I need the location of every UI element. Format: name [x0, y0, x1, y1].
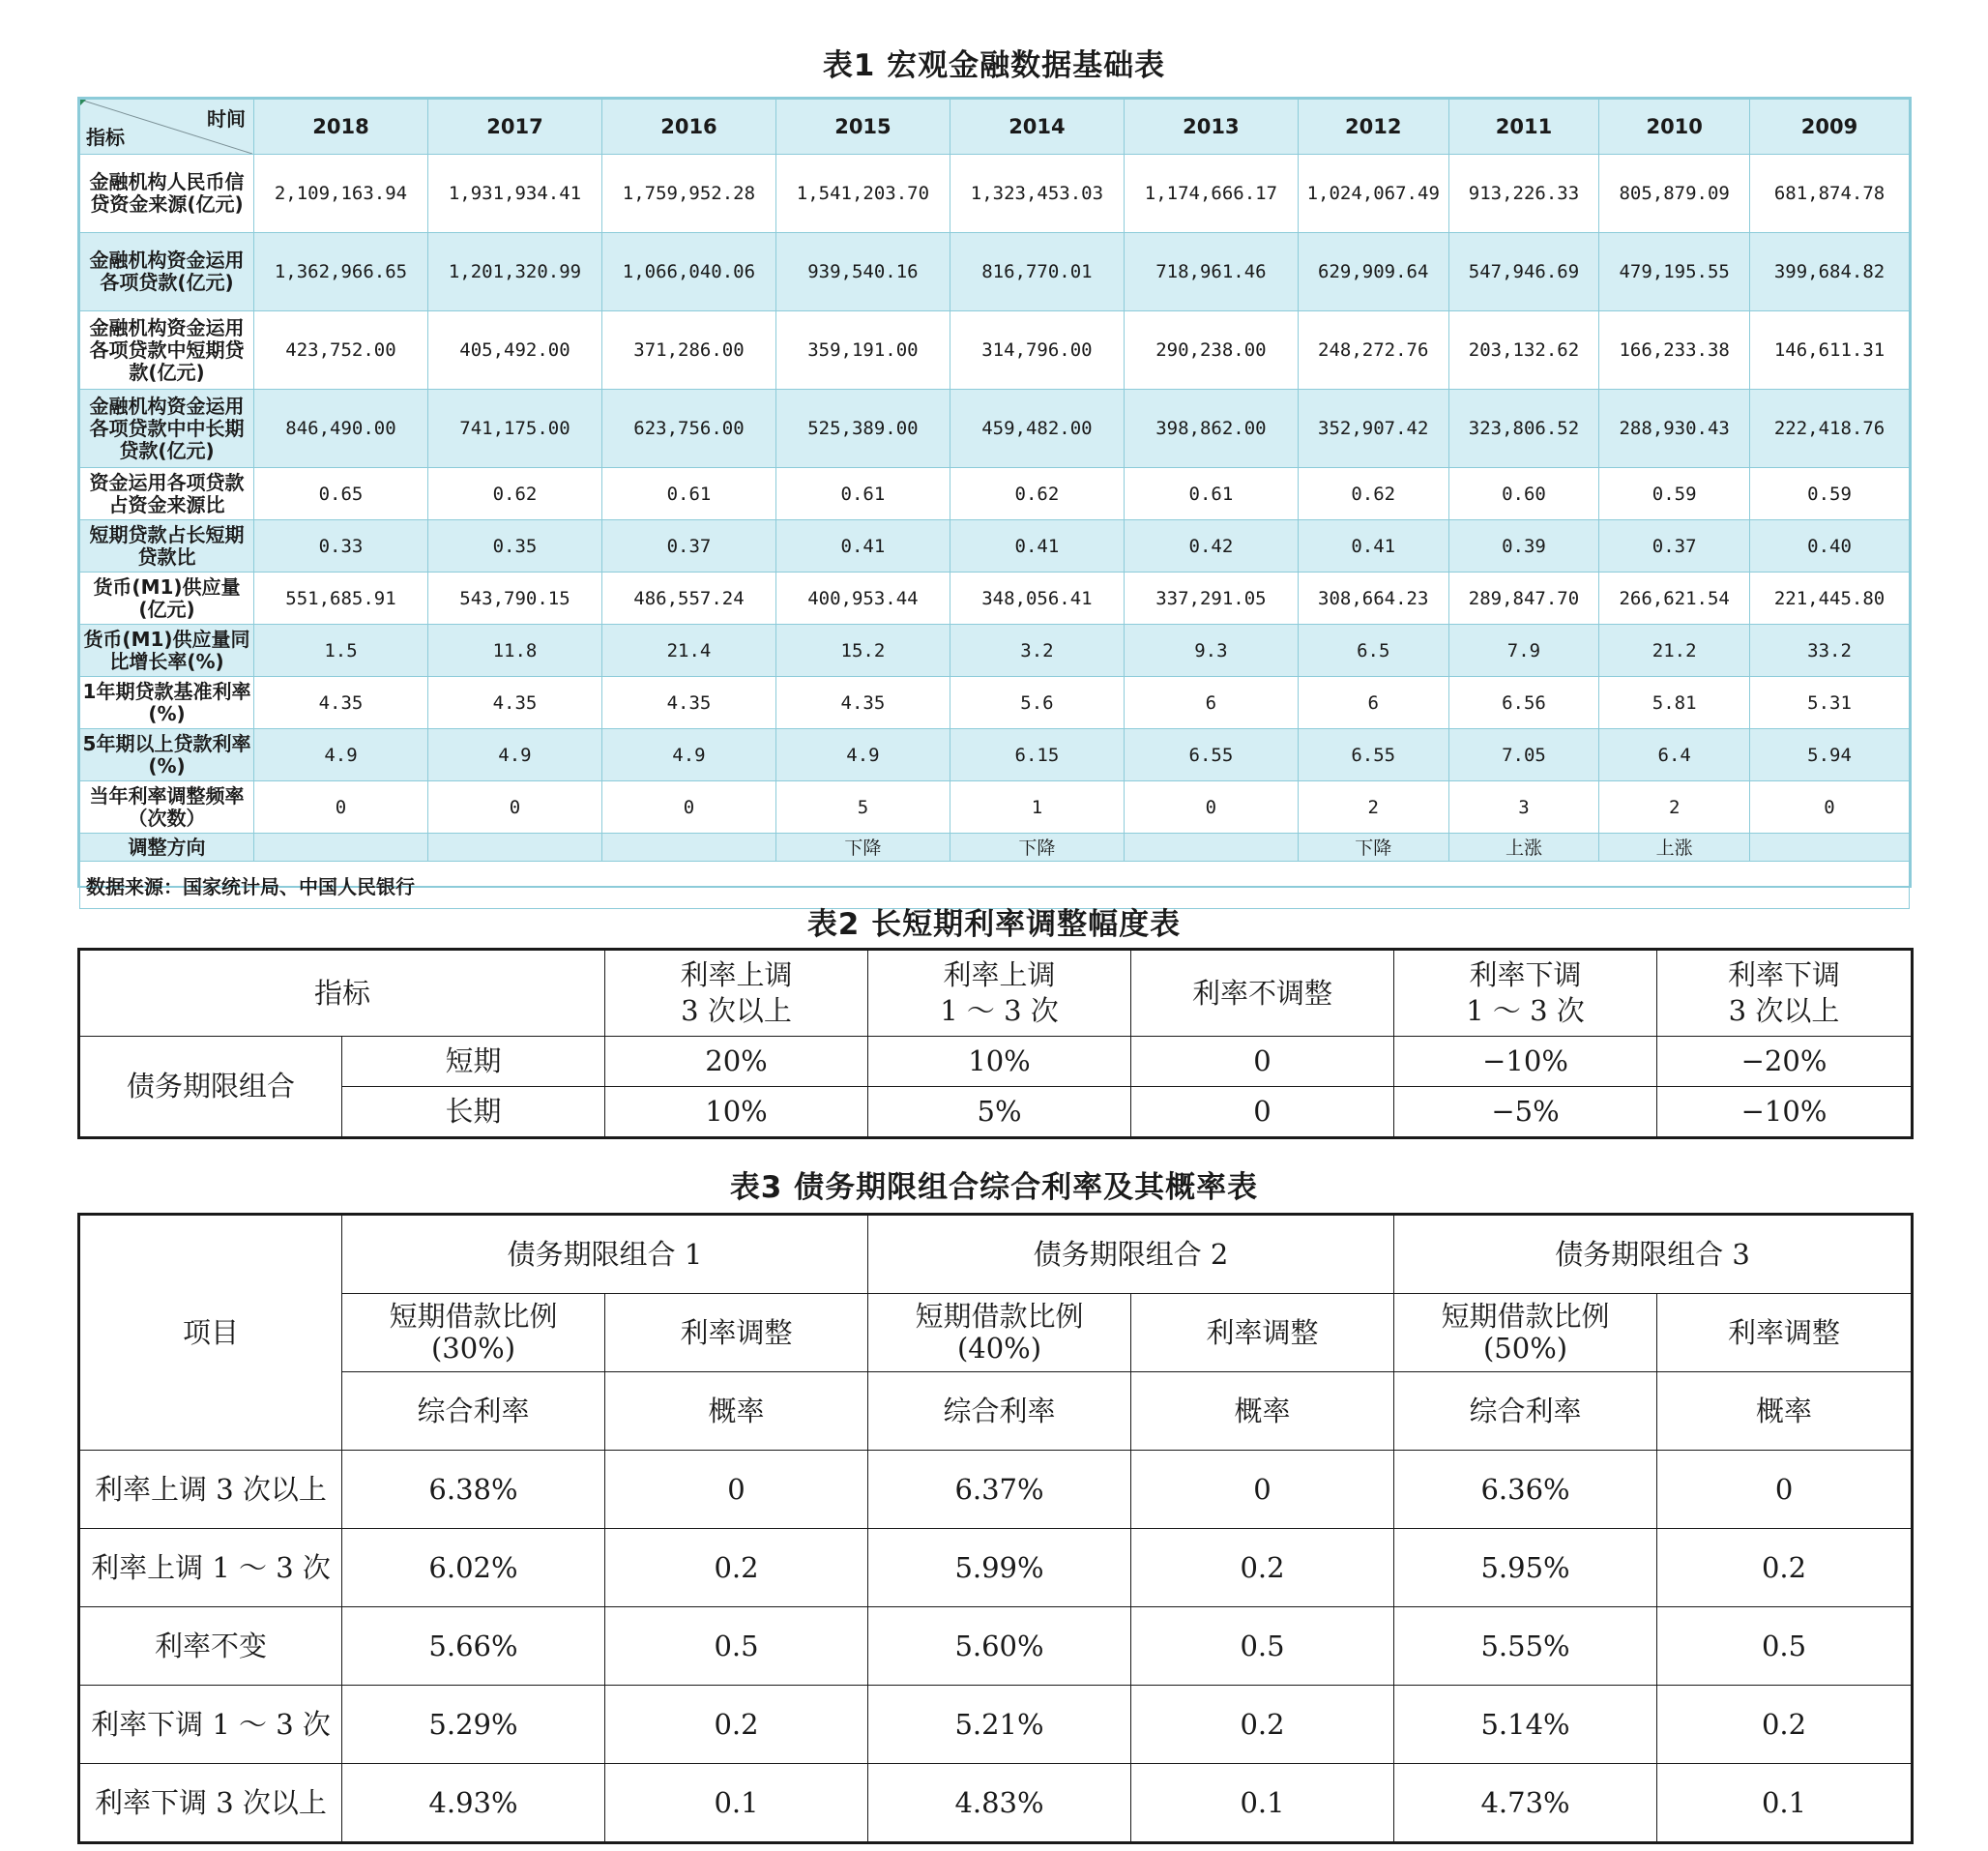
table3-item-header: 项目	[79, 1215, 342, 1451]
table1-value-cell: 423,752.00	[253, 311, 427, 390]
table1-value-cell: 939,540.16	[775, 233, 950, 311]
combined-rate-value: 6.36%	[1394, 1451, 1657, 1529]
probability-header: 概率	[1131, 1372, 1394, 1451]
table1-data-row	[80, 520, 1910, 573]
adjustment-value: 0	[1131, 1037, 1394, 1087]
table1-value-cell	[427, 834, 601, 862]
data-source-note: 数据来源：国家统计局、中国人民银行	[80, 862, 1910, 909]
table1-value-cell: 2	[1599, 781, 1750, 834]
probability-value: 0.1	[1131, 1764, 1394, 1843]
table1-value-cell: 2,109,163.94	[253, 155, 427, 233]
table1-value-cell: 0.59	[1599, 468, 1750, 520]
scenario-label: 利率上调 3 次以上	[79, 1451, 342, 1529]
table1-value-cell: 4.35	[253, 677, 427, 729]
probability-value: 0	[1657, 1451, 1913, 1529]
table1-value-cell: 0.40	[1750, 520, 1910, 573]
adjustment-value: 0	[1131, 1087, 1394, 1138]
combined-rate-value: 5.29%	[342, 1686, 605, 1764]
table1-value-cell: 0.42	[1124, 520, 1298, 573]
adjustment-value: 10%	[868, 1037, 1131, 1087]
table1-value-cell: 0	[1124, 781, 1298, 834]
table1-value-cell: 288,930.43	[1599, 390, 1750, 468]
table1-value-cell	[601, 834, 775, 862]
table3-ratio-row	[79, 1294, 1913, 1372]
debt-group-header: 债务期限组合 1	[342, 1215, 868, 1294]
table1-value-cell: 0.39	[1448, 520, 1599, 573]
table1-value-cell: 146,611.31	[1750, 311, 1910, 390]
table1-value-cell	[253, 834, 427, 862]
table1-value-cell: 15.2	[775, 625, 950, 677]
combined-rate-value: 6.02%	[342, 1529, 605, 1607]
table1-value-cell: 0.60	[1448, 468, 1599, 520]
table1-value-cell: 486,557.24	[601, 573, 775, 625]
table1-data-row	[80, 233, 1910, 311]
indicator-label: 金融机构资金运用各项贷款(亿元)	[80, 233, 254, 311]
table1-value-cell: 7.9	[1448, 625, 1599, 677]
year-header: 2011	[1448, 100, 1599, 155]
adjustment-value: −10%	[1657, 1087, 1913, 1138]
table1-value-cell	[1750, 834, 1910, 862]
table1-value-cell: 0	[253, 781, 427, 834]
table1-value-cell: 0.33	[253, 520, 427, 573]
table1-value-cell: 681,874.78	[1750, 155, 1910, 233]
table1-value-cell: 1,323,453.03	[950, 155, 1124, 233]
table1-value-cell: 21.4	[601, 625, 775, 677]
table1-value-cell: 290,238.00	[1124, 311, 1298, 390]
probability-value: 0.2	[1657, 1529, 1913, 1607]
table1-value-cell: 629,909.64	[1298, 233, 1448, 311]
table1-value-cell: 5.31	[1750, 677, 1910, 729]
table1-value-cell: 4.9	[253, 729, 427, 781]
table3-data-row	[79, 1607, 1913, 1686]
combined-rate-header: 综合利率	[342, 1372, 605, 1451]
table2-data-row	[79, 1037, 1913, 1087]
table1-value-cell: 0.61	[601, 468, 775, 520]
table1-value-cell: 348,056.41	[950, 573, 1124, 625]
table1-value-cell: 0.62	[1298, 468, 1448, 520]
table1-value-cell: 4.9	[427, 729, 601, 781]
table1-value-cell: 2	[1298, 781, 1448, 834]
table1-value-cell: 0.62	[427, 468, 601, 520]
combined-rate-probability-table	[77, 1213, 1914, 1844]
table1-value-cell: 0.37	[601, 520, 775, 573]
table1-data-row	[80, 311, 1910, 390]
table1-value-cell: 359,191.00	[775, 311, 950, 390]
table1-value-cell: 1,931,934.41	[427, 155, 601, 233]
adjustment-value: 5%	[868, 1087, 1131, 1138]
indicator-label: 金融机构资金运用各项贷款中短期贷款(亿元)	[80, 311, 254, 390]
probability-value: 0.2	[1657, 1686, 1913, 1764]
indicator-label: 金融机构人民币信贷资金来源(亿元)	[80, 155, 254, 233]
table1-value-cell: 741,175.00	[427, 390, 601, 468]
probability-value: 0.2	[605, 1529, 868, 1607]
combined-rate-header: 综合利率	[868, 1372, 1131, 1451]
short-term-ratio-header: 短期借款比例 (50%)	[1394, 1294, 1657, 1372]
rate-adjustment-header: 利率调整	[1657, 1294, 1913, 1372]
table1-value-cell: 913,226.33	[1448, 155, 1599, 233]
table1-value-cell: 0.35	[427, 520, 601, 573]
table1-value-cell: 266,621.54	[1599, 573, 1750, 625]
table1-value-cell: 0.41	[950, 520, 1124, 573]
combined-rate-value: 5.99%	[868, 1529, 1131, 1607]
table1-data-row	[80, 781, 1910, 834]
table3-data-row	[79, 1764, 1913, 1843]
table1-value-cell: 下降	[775, 834, 950, 862]
table1-value-cell: 846,490.00	[253, 390, 427, 468]
table3-data-row	[79, 1686, 1913, 1764]
table1-corner-cell	[80, 100, 254, 155]
table1-value-cell: 4.35	[775, 677, 950, 729]
probability-value: 0.2	[605, 1686, 868, 1764]
probability-value: 0.5	[1657, 1607, 1913, 1686]
combined-rate-value: 6.37%	[868, 1451, 1131, 1529]
table1-data-row	[80, 155, 1910, 233]
table3-data-row	[79, 1529, 1913, 1607]
combined-rate-header: 综合利率	[1394, 1372, 1657, 1451]
short-term-ratio-header: 短期借款比例 (30%)	[342, 1294, 605, 1372]
table1-value-cell: 399,684.82	[1750, 233, 1910, 311]
scenario-header: 利率不调整	[1131, 950, 1394, 1037]
table1-value-cell: 222,418.76	[1750, 390, 1910, 468]
combined-rate-value: 4.73%	[1394, 1764, 1657, 1843]
scenario-header: 利率下调 3 次以上	[1657, 950, 1913, 1037]
table1-value-cell: 314,796.00	[950, 311, 1124, 390]
table1-value-cell: 6.56	[1448, 677, 1599, 729]
table1-title: 表1 宏观金融数据基础表	[822, 48, 1166, 83]
table1-value-cell: 0	[427, 781, 601, 834]
table1-value-cell: 0.37	[1599, 520, 1750, 573]
probability-value: 0.1	[605, 1764, 868, 1843]
debt-group-header: 债务期限组合 2	[868, 1215, 1394, 1294]
probability-value: 0.2	[1131, 1686, 1394, 1764]
corner-indicator-label: 指标	[86, 126, 125, 149]
year-header: 2015	[775, 100, 950, 155]
table1-data-row	[80, 834, 1910, 862]
table1-value-cell: 0.61	[1124, 468, 1298, 520]
adjustment-value: −5%	[1394, 1087, 1657, 1138]
probability-value: 0	[1131, 1451, 1394, 1529]
table1-value-cell	[1124, 834, 1298, 862]
table1-value-cell: 221,445.80	[1750, 573, 1910, 625]
table1-data-row	[80, 625, 1910, 677]
macro-finance-table	[79, 99, 1910, 909]
table1-value-cell: 4.9	[601, 729, 775, 781]
table1-value-cell: 6	[1298, 677, 1448, 729]
table1-value-cell: 6.55	[1298, 729, 1448, 781]
table1-value-cell: 3	[1448, 781, 1599, 834]
year-header: 2012	[1298, 100, 1448, 155]
table1-value-cell: 5.94	[1750, 729, 1910, 781]
indicator-label: 金融机构资金运用各项贷款中中长期贷款(亿元)	[80, 390, 254, 468]
table3-label-row	[79, 1372, 1913, 1451]
table1-value-cell: 11.8	[427, 625, 601, 677]
table1-value-cell: 1	[950, 781, 1124, 834]
table1-value-cell: 0.41	[775, 520, 950, 573]
table1-value-cell: 6.4	[1599, 729, 1750, 781]
table1-value-cell: 525,389.00	[775, 390, 950, 468]
probability-header: 概率	[605, 1372, 868, 1451]
table1-value-cell: 下降	[950, 834, 1124, 862]
term-label: 长期	[342, 1087, 605, 1138]
table1-value-cell: 6.55	[1124, 729, 1298, 781]
table1-value-cell: 0.65	[253, 468, 427, 520]
indicator-label: 资金运用各项贷款占资金来源比	[80, 468, 254, 520]
scenario-header: 利率上调 1 ～ 3 次	[868, 950, 1131, 1037]
year-header: 2014	[950, 100, 1124, 155]
table1-value-cell: 0.41	[1298, 520, 1448, 573]
table2-title: 表2 长短期利率调整幅度表	[806, 907, 1182, 942]
adjustment-value: −20%	[1657, 1037, 1913, 1087]
table1-value-cell: 623,756.00	[601, 390, 775, 468]
probability-value: 0.5	[1131, 1607, 1394, 1686]
table1-value-cell: 805,879.09	[1599, 155, 1750, 233]
table1-value-cell: 405,492.00	[427, 311, 601, 390]
probability-value: 0	[605, 1451, 868, 1529]
table1-value-cell: 21.2	[1599, 625, 1750, 677]
table1-value-cell: 718,961.46	[1124, 233, 1298, 311]
table1-value-cell: 1,541,203.70	[775, 155, 950, 233]
table1-value-cell: 289,847.70	[1448, 573, 1599, 625]
combined-rate-value: 6.38%	[342, 1451, 605, 1529]
year-header: 2009	[1750, 100, 1910, 155]
table1-value-cell: 9.3	[1124, 625, 1298, 677]
table1-value-cell: 3.2	[950, 625, 1124, 677]
table1-value-cell: 6	[1124, 677, 1298, 729]
year-header: 2013	[1124, 100, 1298, 155]
indicator-label: 5年期以上贷款利率(%)	[80, 729, 254, 781]
rate-adjustment-header: 利率调整	[1131, 1294, 1394, 1372]
combined-rate-value: 5.55%	[1394, 1607, 1657, 1686]
indicator-label: 货币(M1)供应量(亿元)	[80, 573, 254, 625]
indicator-label: 当年利率调整频率（次数）	[80, 781, 254, 834]
table1-value-cell: 1,066,040.06	[601, 233, 775, 311]
table1-value-cell: 543,790.15	[427, 573, 601, 625]
table1-value-cell: 0	[1750, 781, 1910, 834]
table1-value-cell: 0.62	[950, 468, 1124, 520]
combined-rate-value: 5.66%	[342, 1607, 605, 1686]
table1-value-cell: 816,770.01	[950, 233, 1124, 311]
table1-value-cell: 166,233.38	[1599, 311, 1750, 390]
table1-value-cell: 459,482.00	[950, 390, 1124, 468]
table1-data-row	[80, 677, 1910, 729]
table2-header-row	[79, 950, 1913, 1037]
table1-value-cell: 5.6	[950, 677, 1124, 729]
table1-value-cell: 1,362,966.65	[253, 233, 427, 311]
scenario-label: 利率下调 1 ～ 3 次	[79, 1686, 342, 1764]
table1-value-cell: 0.61	[775, 468, 950, 520]
corner-time-label: 时间	[206, 107, 246, 131]
probability-header: 概率	[1657, 1372, 1913, 1451]
year-header: 2018	[253, 100, 427, 155]
table1-value-cell: 398,862.00	[1124, 390, 1298, 468]
table1-value-cell: 400,953.44	[775, 573, 950, 625]
combined-rate-value: 4.93%	[342, 1764, 605, 1843]
adjustment-value: 20%	[605, 1037, 868, 1087]
table1-value-cell: 上涨	[1599, 834, 1750, 862]
scenario-label: 利率不变	[79, 1607, 342, 1686]
probability-value: 0.2	[1131, 1529, 1394, 1607]
table1-header-row	[80, 100, 1910, 155]
table3-data-row	[79, 1451, 1913, 1529]
table3-group-row	[79, 1215, 1913, 1294]
table1-value-cell: 551,685.91	[253, 573, 427, 625]
table1-value-cell: 0	[601, 781, 775, 834]
table1-frame	[77, 97, 1912, 898]
table3-title: 表3 债务期限组合综合利率及其概率表	[729, 1170, 1259, 1205]
scenario-header: 利率下调 1 ～ 3 次	[1394, 950, 1657, 1037]
table1-value-cell: 1.5	[253, 625, 427, 677]
probability-value: 0.1	[1657, 1764, 1913, 1843]
table1-value-cell: 308,664.23	[1298, 573, 1448, 625]
debt-term-group-label: 债务期限组合	[79, 1037, 342, 1138]
rate-adjustment-header: 利率调整	[605, 1294, 868, 1372]
table2-data-row	[79, 1087, 1913, 1138]
table1-value-cell: 0.59	[1750, 468, 1910, 520]
table1-value-cell: 4.9	[775, 729, 950, 781]
table1-data-row	[80, 468, 1910, 520]
combined-rate-value: 4.83%	[868, 1764, 1131, 1843]
indicator-label: 货币(M1)供应量同比增长率(%)	[80, 625, 254, 677]
table1-value-cell: 547,946.69	[1448, 233, 1599, 311]
scenario-label: 利率下调 3 次以上	[79, 1764, 342, 1843]
combined-rate-value: 5.95%	[1394, 1529, 1657, 1607]
term-label: 短期	[342, 1037, 605, 1087]
table1-value-cell: 1,759,952.28	[601, 155, 775, 233]
scenario-label: 利率上调 1 ～ 3 次	[79, 1529, 342, 1607]
combined-rate-value: 5.60%	[868, 1607, 1131, 1686]
probability-value: 0.5	[605, 1607, 868, 1686]
year-header: 2017	[427, 100, 601, 155]
table1-value-cell: 上涨	[1448, 834, 1599, 862]
table1-value-cell: 1,024,067.49	[1298, 155, 1448, 233]
table1-value-cell: 6.5	[1298, 625, 1448, 677]
indicator-label: 短期贷款占长短期贷款比	[80, 520, 254, 573]
combined-rate-value: 5.14%	[1394, 1686, 1657, 1764]
combined-rate-value: 5.21%	[868, 1686, 1131, 1764]
table1-value-cell: 323,806.52	[1448, 390, 1599, 468]
table1-value-cell: 337,291.05	[1124, 573, 1298, 625]
indicator-label: 调整方向	[80, 834, 254, 862]
table1-value-cell: 248,272.76	[1298, 311, 1448, 390]
adjustment-value: −10%	[1394, 1037, 1657, 1087]
table1-value-cell: 4.35	[601, 677, 775, 729]
debt-group-header: 债务期限组合 3	[1394, 1215, 1913, 1294]
rate-adjustment-table	[77, 948, 1914, 1139]
table1-value-cell: 4.35	[427, 677, 601, 729]
table1-value-cell: 203,132.62	[1448, 311, 1599, 390]
table1-value-cell: 371,286.00	[601, 311, 775, 390]
table1-value-cell: 下降	[1298, 834, 1448, 862]
table1-value-cell: 1,174,666.17	[1124, 155, 1298, 233]
table1-data-row	[80, 390, 1910, 468]
table1-value-cell: 479,195.55	[1599, 233, 1750, 311]
indicator-label: 1年期贷款基准利率(%)	[80, 677, 254, 729]
scenario-header: 利率上调 3 次以上	[605, 950, 868, 1037]
year-header: 2016	[601, 100, 775, 155]
table1-value-cell: 352,907.42	[1298, 390, 1448, 468]
year-header: 2010	[1599, 100, 1750, 155]
table1-value-cell: 5	[775, 781, 950, 834]
table1-data-row	[80, 729, 1910, 781]
table1-value-cell: 33.2	[1750, 625, 1910, 677]
table1-value-cell: 7.05	[1448, 729, 1599, 781]
table2-indicator-header: 指标	[79, 950, 605, 1037]
table1-value-cell: 5.81	[1599, 677, 1750, 729]
table1-data-row	[80, 573, 1910, 625]
table1-value-cell: 1,201,320.99	[427, 233, 601, 311]
short-term-ratio-header: 短期借款比例 (40%)	[868, 1294, 1131, 1372]
adjustment-value: 10%	[605, 1087, 868, 1138]
table1-value-cell: 6.15	[950, 729, 1124, 781]
